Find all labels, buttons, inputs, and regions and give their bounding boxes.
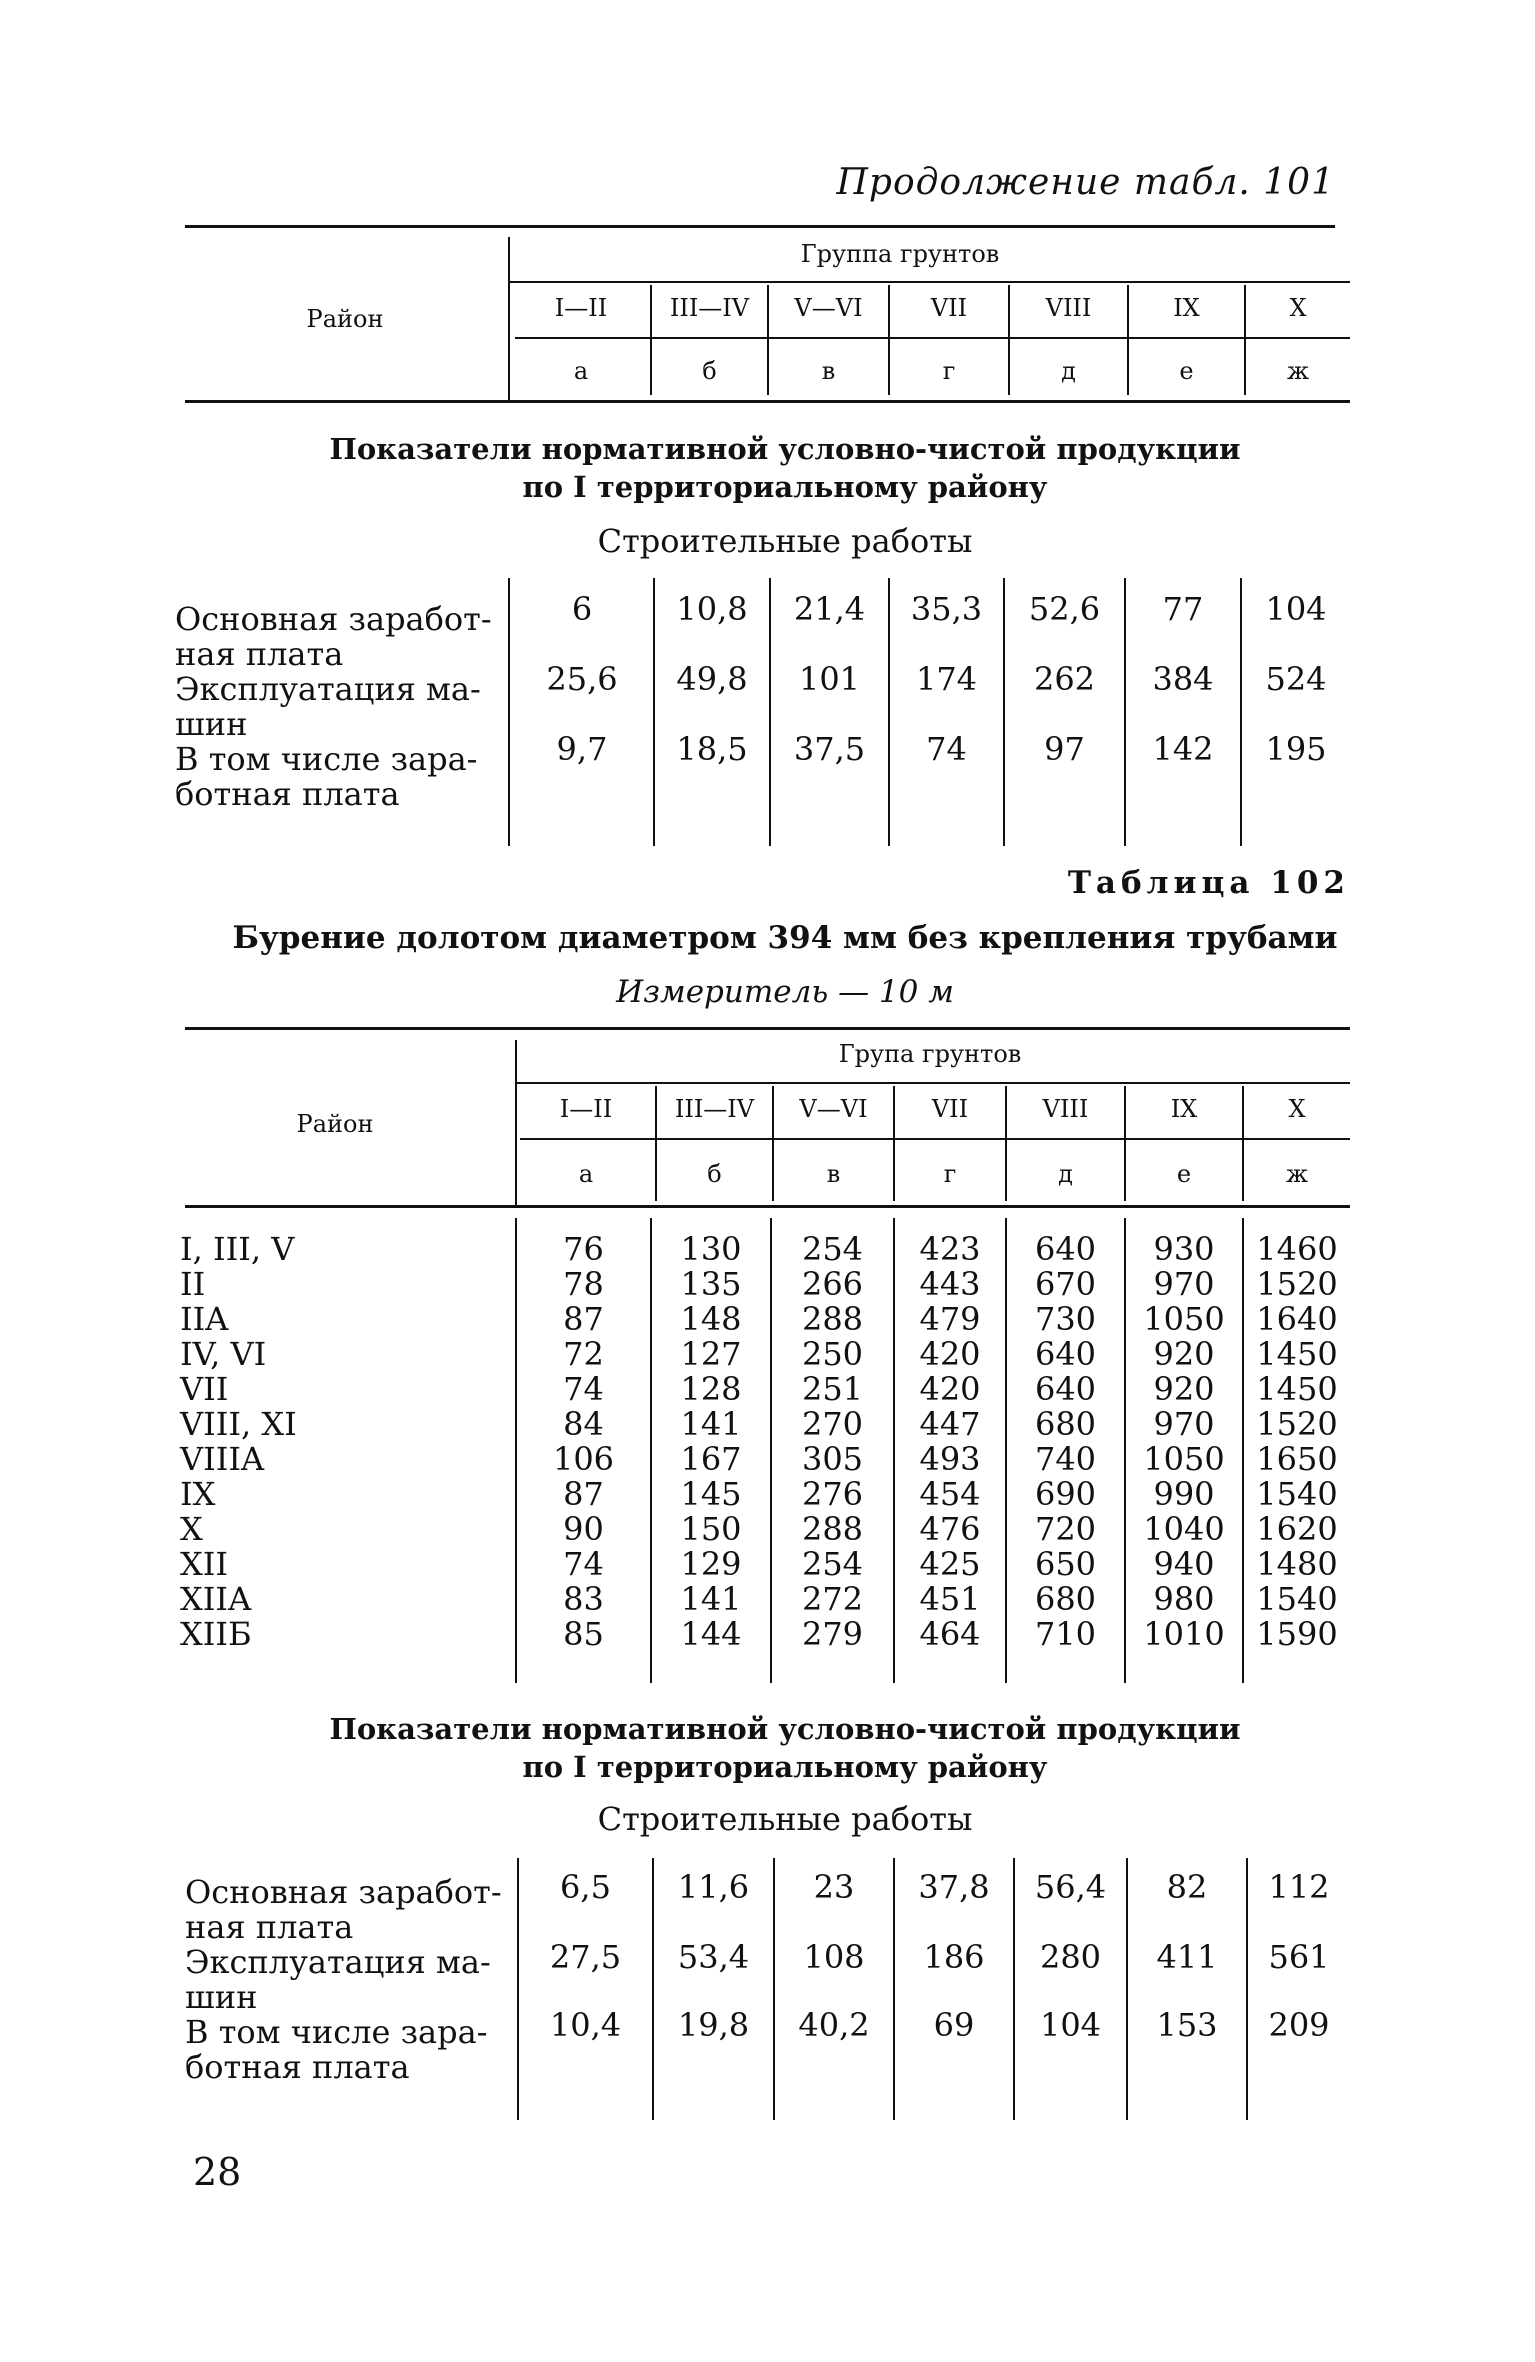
- district-header: Район: [296, 1110, 374, 1138]
- district-name: VIIIA: [180, 1440, 265, 1478]
- section-title-line2: по I территориальному району: [522, 1750, 1048, 1784]
- group-label: X: [1288, 1095, 1306, 1123]
- section-title: Показатели нормативной условно-чистой продукции: [329, 432, 1241, 466]
- table-cell: 142: [1152, 730, 1214, 768]
- table-cell: 195: [1265, 730, 1327, 768]
- table-cell: 82: [1166, 1868, 1208, 1906]
- data-column-b: [652, 1232, 770, 1652]
- table-cell: 451: [919, 1580, 981, 1618]
- table-cell: 447: [919, 1405, 981, 1443]
- table-cell: 74: [563, 1545, 604, 1583]
- group-label: IX: [1173, 294, 1200, 322]
- table-cell: 650: [1034, 1545, 1097, 1583]
- table-cell: 254: [801, 1230, 864, 1268]
- table-cell: 106: [552, 1440, 615, 1478]
- table-cell: 1050: [1143, 1440, 1225, 1478]
- data-column-zh: [1244, 1232, 1350, 1652]
- table-cell: 150: [680, 1510, 742, 1548]
- table-cell: 640: [1034, 1335, 1097, 1373]
- table-cell: 464: [919, 1615, 981, 1653]
- table-cell: 288: [801, 1510, 864, 1548]
- table-cell: 930: [1153, 1230, 1215, 1268]
- table-cell: 69: [933, 2006, 975, 2044]
- table-cell: 1520: [1256, 1265, 1338, 1303]
- table-cell: 1520: [1256, 1405, 1338, 1443]
- table-number: Таблица 102: [1067, 865, 1350, 901]
- table-cell: 420: [919, 1370, 981, 1408]
- letter-label: в: [821, 357, 836, 385]
- table-cell: 970: [1153, 1265, 1215, 1303]
- continuation-title: Продолжение табл. 101: [836, 162, 1335, 203]
- table-cell: 640: [1034, 1370, 1097, 1408]
- table-cell: 141: [680, 1405, 742, 1443]
- table-cell: 56,4: [1034, 1868, 1107, 1906]
- table-cell: 21,4: [793, 590, 866, 628]
- table-cell: 174: [915, 660, 978, 698]
- table-cell: 270: [801, 1405, 864, 1443]
- table-cell: 23: [813, 1868, 855, 1906]
- district-name: IIA: [180, 1300, 229, 1338]
- table-title: Бурение долотом диаметром 394 мм без крепления трубами: [232, 920, 1338, 956]
- table-cell: 9,7: [556, 730, 608, 768]
- section-subtitle: Строительные работы: [597, 1800, 973, 1838]
- table-cell: 144: [680, 1615, 742, 1653]
- table-cell: 11,6: [677, 1868, 750, 1906]
- section-subtitle: Строительные работы: [597, 522, 973, 560]
- group-label: I—II: [559, 1095, 613, 1123]
- letter-label: е: [1176, 1160, 1192, 1188]
- group-label: VII: [931, 1095, 969, 1123]
- indicator-label: Основная заработ- ная плата: [175, 600, 492, 673]
- table-cell: 145: [680, 1475, 742, 1513]
- district-name: VIII, XI: [180, 1405, 297, 1443]
- data-column-v: [772, 1232, 893, 1652]
- table-cell: 443: [919, 1265, 981, 1303]
- page-number: 28: [193, 2150, 242, 2194]
- table-cell: 1460: [1256, 1230, 1338, 1268]
- table-cell: 420: [919, 1335, 981, 1373]
- table-cell: 1040: [1143, 1510, 1225, 1548]
- table-cell: 920: [1153, 1370, 1215, 1408]
- table-cell: 87: [563, 1475, 604, 1513]
- table-cell: 74: [563, 1370, 604, 1408]
- table-cell: 730: [1034, 1300, 1097, 1338]
- table-cell: 53,4: [677, 1938, 750, 1976]
- table-cell: 167: [680, 1440, 742, 1478]
- table-cell: 493: [919, 1440, 981, 1478]
- table-cell: 153: [1156, 2006, 1218, 2044]
- group-label: VIII: [1042, 1095, 1089, 1123]
- indicator-label: Эксплуатация ма- шин: [185, 1943, 491, 2016]
- table-cell: 87: [563, 1300, 604, 1338]
- table-cell: 640: [1034, 1230, 1097, 1268]
- letter-label: е: [1179, 357, 1194, 385]
- table-cell: 6,5: [560, 1868, 611, 1906]
- table-cell: 254: [801, 1545, 864, 1583]
- table-cell: 72: [563, 1335, 604, 1373]
- table-cell: 209: [1268, 2006, 1330, 2044]
- data-column-a: [517, 1232, 650, 1652]
- table-cell: 1620: [1256, 1510, 1338, 1548]
- table-cell: 680: [1034, 1405, 1097, 1443]
- letter-label: в: [826, 1160, 841, 1188]
- table-cell: 76: [563, 1230, 604, 1268]
- table-cell: 476: [919, 1510, 981, 1548]
- table-cell: 186: [923, 1938, 985, 1976]
- table-cell: 1480: [1256, 1545, 1338, 1583]
- ground-group-header: Группа грунтов: [800, 240, 1000, 268]
- table-cell: 680: [1034, 1580, 1097, 1618]
- table-cell: 77: [1162, 590, 1204, 628]
- table-cell: 25,6: [546, 660, 618, 698]
- table-cell: 276: [801, 1475, 864, 1513]
- table-cell: 1450: [1256, 1370, 1338, 1408]
- table-cell: 970: [1153, 1405, 1215, 1443]
- table-cell: 288: [801, 1300, 864, 1338]
- table-cell: 479: [919, 1300, 981, 1338]
- table-cell: 272: [801, 1580, 864, 1618]
- district-header: Район: [306, 305, 384, 333]
- group-label: VIII: [1045, 294, 1092, 322]
- table-cell: 305: [801, 1440, 864, 1478]
- table-cell: 710: [1034, 1615, 1097, 1653]
- letter-label: г: [943, 1160, 957, 1188]
- section-title: Показатели нормативной условно-чистой продукции: [329, 1712, 1241, 1746]
- table-cell: 266: [801, 1265, 864, 1303]
- data-column-d: [1007, 1232, 1124, 1652]
- table-cell: 128: [680, 1370, 742, 1408]
- district-name: X: [180, 1510, 203, 1548]
- table-cell: 1450: [1256, 1335, 1338, 1373]
- group-label: III—IV: [674, 1095, 755, 1123]
- table-unit: Измеритель — 10 м: [616, 974, 954, 1010]
- table-cell: 251: [801, 1370, 864, 1408]
- table-cell: 384: [1152, 660, 1214, 698]
- district-name: I, III, V: [180, 1230, 295, 1268]
- data-column-g: [895, 1232, 1005, 1652]
- table-cell: 1540: [1256, 1475, 1338, 1513]
- table-cell: 10,4: [549, 2006, 622, 2044]
- group-label: V—VI: [799, 1095, 868, 1123]
- letter-label: а: [578, 1160, 594, 1188]
- table-cell: 52,6: [1028, 590, 1101, 628]
- table-cell: 129: [680, 1545, 742, 1583]
- group-label: X: [1289, 294, 1307, 322]
- letter-label: д: [1058, 1160, 1073, 1188]
- table-cell: 148: [680, 1300, 742, 1338]
- table-cell: 37,5: [793, 730, 866, 768]
- table-cell: 135: [680, 1265, 742, 1303]
- table-cell: 90: [563, 1510, 604, 1548]
- table-cell: 6: [571, 590, 593, 628]
- table-cell: 83: [563, 1580, 604, 1618]
- table-cell: 720: [1034, 1510, 1097, 1548]
- table-cell: 279: [801, 1615, 864, 1653]
- district-name: XIIA: [180, 1580, 252, 1618]
- table-cell: 1590: [1256, 1615, 1338, 1653]
- table-cell: 670: [1034, 1265, 1097, 1303]
- letter-label: ж: [1285, 1160, 1309, 1188]
- table-cell: 78: [563, 1265, 604, 1303]
- data-column-e: [1126, 1232, 1242, 1652]
- table-cell: 561: [1268, 1938, 1330, 1976]
- group-label: I—II: [554, 294, 608, 322]
- ground-group-header: Група грунтов: [838, 1040, 1022, 1068]
- table-cell: 423: [919, 1230, 981, 1268]
- table-cell: 280: [1039, 1938, 1102, 1976]
- letter-label: г: [942, 357, 956, 385]
- table-cell: 49,8: [676, 660, 748, 698]
- table-cell: 40,2: [798, 2006, 870, 2044]
- table-cell: 740: [1034, 1440, 1097, 1478]
- table-cell: 1640: [1256, 1300, 1338, 1338]
- table-cell: 1050: [1143, 1300, 1225, 1338]
- district-name: VII: [180, 1370, 229, 1408]
- letter-label: б: [702, 357, 717, 385]
- table-cell: 990: [1153, 1475, 1215, 1513]
- indicator-label: В том числе зара- ботная плата: [185, 2013, 488, 2086]
- table-cell: 980: [1153, 1580, 1215, 1618]
- table-cell: 262: [1033, 660, 1096, 698]
- table-cell: 35,3: [910, 590, 983, 628]
- table-cell: 1650: [1256, 1440, 1338, 1478]
- table-cell: 130: [680, 1230, 742, 1268]
- table-cell: 1540: [1256, 1580, 1338, 1618]
- table-cell: 454: [919, 1475, 981, 1513]
- letter-label: ж: [1286, 357, 1310, 385]
- table-cell: 250: [801, 1335, 864, 1373]
- indicator-label: В том числе зара- ботная плата: [175, 740, 478, 813]
- table-cell: 108: [803, 1938, 865, 1976]
- table-cell: 37,8: [918, 1868, 990, 1906]
- table-cell: 101: [798, 660, 861, 698]
- table-cell: 1010: [1143, 1615, 1225, 1653]
- district-list: [180, 1232, 500, 1652]
- table-cell: 104: [1265, 590, 1327, 628]
- table-cell: 940: [1153, 1545, 1215, 1583]
- table-cell: 411: [1156, 1938, 1218, 1976]
- table-cell: 425: [919, 1545, 981, 1583]
- table-cell: 85: [563, 1615, 604, 1653]
- district-name: II: [180, 1265, 206, 1303]
- indicator-label: Эксплуатация ма- шин: [175, 670, 481, 743]
- letter-label: д: [1061, 357, 1076, 385]
- letter-label: б: [707, 1160, 722, 1188]
- group-label: V—VI: [794, 294, 863, 322]
- table-cell: 18,5: [676, 730, 748, 768]
- table-cell: 127: [680, 1335, 742, 1373]
- table-cell: 141: [680, 1580, 742, 1618]
- indicator-label: Основная заработ- ная плата: [185, 1873, 502, 1946]
- group-label: IX: [1170, 1095, 1198, 1123]
- group-label: VII: [930, 294, 968, 322]
- district-name: IX: [180, 1475, 216, 1513]
- table-cell: 112: [1268, 1868, 1330, 1906]
- section-title-line2: по I территориальному району: [522, 470, 1048, 504]
- table-cell: 10,8: [676, 590, 748, 628]
- table-cell: 104: [1039, 2006, 1102, 2044]
- letter-label: а: [573, 357, 589, 385]
- table-cell: 27,5: [549, 1938, 622, 1976]
- table-cell: 920: [1153, 1335, 1215, 1373]
- table-cell: 524: [1265, 660, 1327, 698]
- district-name: XII: [180, 1545, 229, 1583]
- table-cell: 74: [926, 730, 967, 768]
- table-cell: 19,8: [677, 2006, 750, 2044]
- group-label: III—IV: [669, 294, 750, 322]
- district-name: XIIБ: [180, 1615, 252, 1653]
- table-cell: 84: [563, 1405, 604, 1443]
- table-cell: 690: [1034, 1475, 1097, 1513]
- district-name: IV, VI: [180, 1335, 267, 1373]
- table-cell: 97: [1044, 730, 1085, 768]
